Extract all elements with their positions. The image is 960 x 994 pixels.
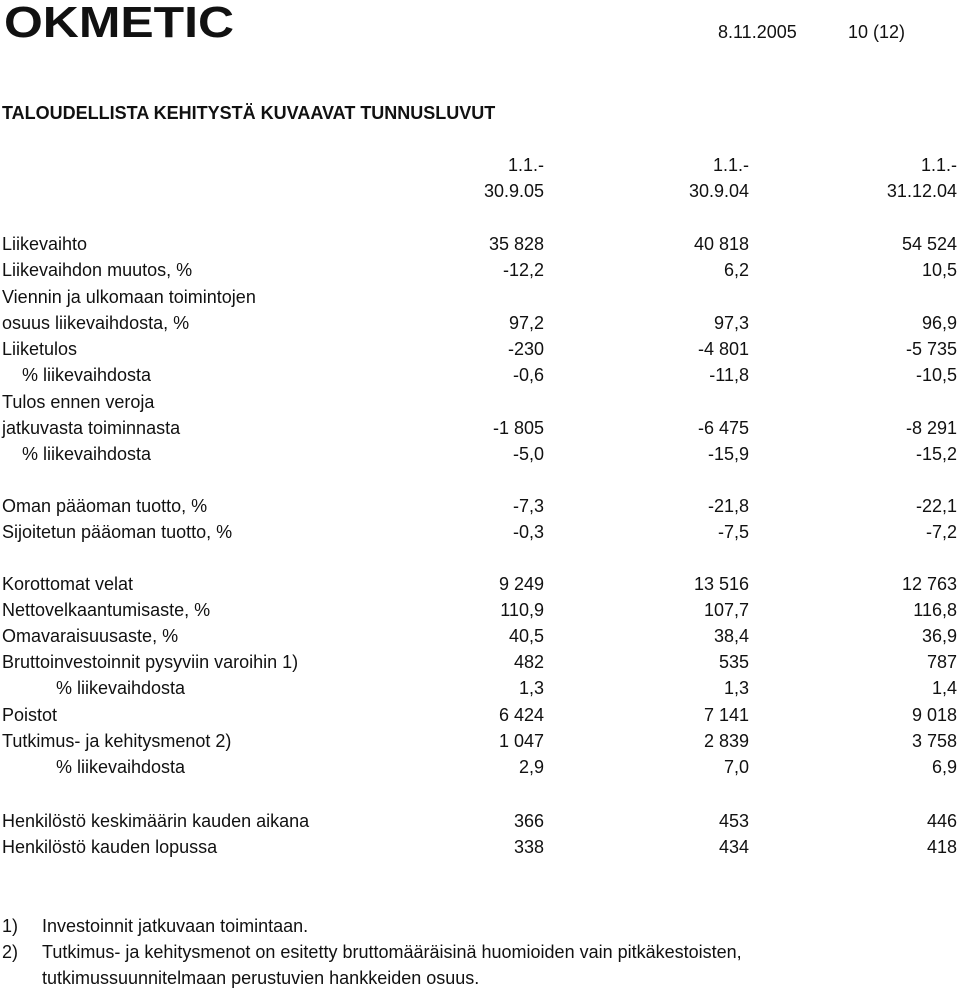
row-value: -1 805 (492, 418, 544, 438)
row-label: Liikevaihto (2, 234, 88, 254)
row-value: -5 735 (905, 339, 957, 359)
row-value: -8 291 (905, 418, 957, 438)
row-value: 1,4 (931, 678, 957, 698)
row-value: 54 524 (901, 234, 957, 254)
row-value: -7,2 (925, 522, 957, 542)
footnote-text: Tutkimus- ja kehitysmenot on esitetty bruttomääräisinä huomioiden vain pitkäkestoisten, (42, 942, 742, 962)
row-value: 13 516 (693, 574, 749, 594)
row-value: 2,9 (518, 757, 544, 777)
row-value: 1,3 (518, 678, 544, 698)
row-label: Liikevaihdon muutos, % (2, 260, 193, 280)
footnote-number: 1) (2, 916, 19, 936)
column-header-line1: 1.1.- (712, 155, 749, 175)
row-value: 1,3 (723, 678, 749, 698)
column-header-line2: 30.9.04 (688, 181, 749, 201)
row-value: 110,9 (500, 600, 544, 620)
row-label: Nettovelkaantumisaste, % (2, 600, 211, 620)
page-title: TALOUDELLISTA KEHITYSTÄ KUVAAVAT TUNNUSLUVUT (2, 103, 496, 123)
row-label: % liikevaihdosta (56, 678, 186, 698)
row-label: % liikevaihdosta (22, 365, 152, 385)
footnote-text: Investoinnit jatkuvaan toimintaan. (42, 916, 309, 936)
row-value: 36,9 (921, 626, 957, 646)
row-value: 35 828 (488, 234, 544, 254)
row-value: -15,2 (915, 444, 957, 464)
row-value: 40,5 (508, 626, 544, 646)
row-label: Tutkimus- ja kehitysmenot 2) (2, 731, 232, 751)
row-label: Oman pääoman tuotto, % (2, 496, 208, 516)
row-label: % liikevaihdosta (56, 757, 186, 777)
row-value: 366 (513, 811, 544, 831)
column-header-line2: 31.12.04 (886, 181, 957, 201)
row-label: Henkilöstö keskimäärin kauden aikana (2, 811, 310, 831)
row-value: 418 (926, 837, 957, 857)
row-value: -11,8 (709, 365, 749, 385)
row-value: 97,3 (713, 313, 749, 333)
column-header-line1: 1.1.- (920, 155, 957, 175)
document-date: 8.11.2005 (718, 22, 797, 42)
row-value: 535 (718, 652, 749, 672)
row-value: -7,3 (512, 496, 544, 516)
logo-text: OKMETIC (4, 2, 234, 42)
row-label: Henkilöstö kauden lopussa (2, 837, 218, 857)
row-label: Sijoitetun pääoman tuotto, % (2, 522, 233, 542)
okmetic-logo (4, 2, 236, 42)
footnote-number: 2) (2, 942, 19, 962)
column-header-line2: 30.9.05 (483, 181, 544, 201)
row-value: 116,8 (913, 600, 957, 620)
row-value: -10,5 (915, 365, 957, 385)
row-value: 9 018 (911, 705, 957, 725)
row-label: Viennin ja ulkomaan toimintojen (2, 287, 256, 307)
row-label: Poistot (2, 705, 58, 725)
row-value: 1 047 (498, 731, 544, 751)
row-value: -15,9 (707, 444, 749, 464)
row-value: 2 839 (703, 731, 749, 751)
row-value: 10,5 (921, 260, 957, 280)
row-value: -22,1 (915, 496, 957, 516)
row-value: 7,0 (723, 757, 749, 777)
row-value: 3 758 (911, 731, 957, 751)
row-label: jatkuvasta toiminnasta (2, 418, 181, 438)
row-value: -0,3 (512, 522, 544, 542)
row-value: 453 (718, 811, 749, 831)
footnote-text: tutkimussuunnitelmaan perustuvien hankkeiden osuus. (42, 968, 480, 988)
row-value: 787 (926, 652, 957, 672)
row-label: Liiketulos (2, 339, 78, 359)
row-value: 7 141 (703, 705, 749, 725)
row-label: Tulos ennen veroja (2, 392, 155, 412)
row-value: -5,0 (512, 444, 544, 464)
row-value: 338 (513, 837, 544, 857)
row-value: 446 (926, 811, 957, 831)
row-value: 6,9 (931, 757, 957, 777)
row-value: 97,2 (508, 313, 544, 333)
row-label: Korottomat velat (2, 574, 134, 594)
row-value: 434 (718, 837, 749, 857)
row-label: Omavaraisuusaste, % (2, 626, 179, 646)
row-value: -0,6 (512, 365, 544, 385)
row-value: -230 (507, 339, 544, 359)
row-value: 6,2 (723, 260, 749, 280)
row-value: 96,9 (921, 313, 957, 333)
row-value: -4 801 (697, 339, 749, 359)
column-header-line1: 1.1.- (507, 155, 544, 175)
row-value: -7,5 (717, 522, 749, 542)
page-number: 10 (12) (848, 22, 906, 42)
row-label: Bruttoinvestoinnit pysyviin varoihin 1) (2, 652, 299, 672)
row-value: 6 424 (498, 705, 544, 725)
row-label: osuus liikevaihdosta, % (2, 313, 190, 333)
row-value: 482 (513, 652, 544, 672)
row-value: 9 249 (498, 574, 544, 594)
row-value: -21,8 (707, 496, 749, 516)
row-value: 40 818 (693, 234, 749, 254)
row-value: 107,7 (703, 600, 749, 620)
row-value: -6 475 (697, 418, 749, 438)
row-label: % liikevaihdosta (22, 444, 152, 464)
row-value: -12,2 (502, 260, 544, 280)
row-value: 12 763 (901, 574, 957, 594)
row-value: 38,4 (713, 626, 749, 646)
